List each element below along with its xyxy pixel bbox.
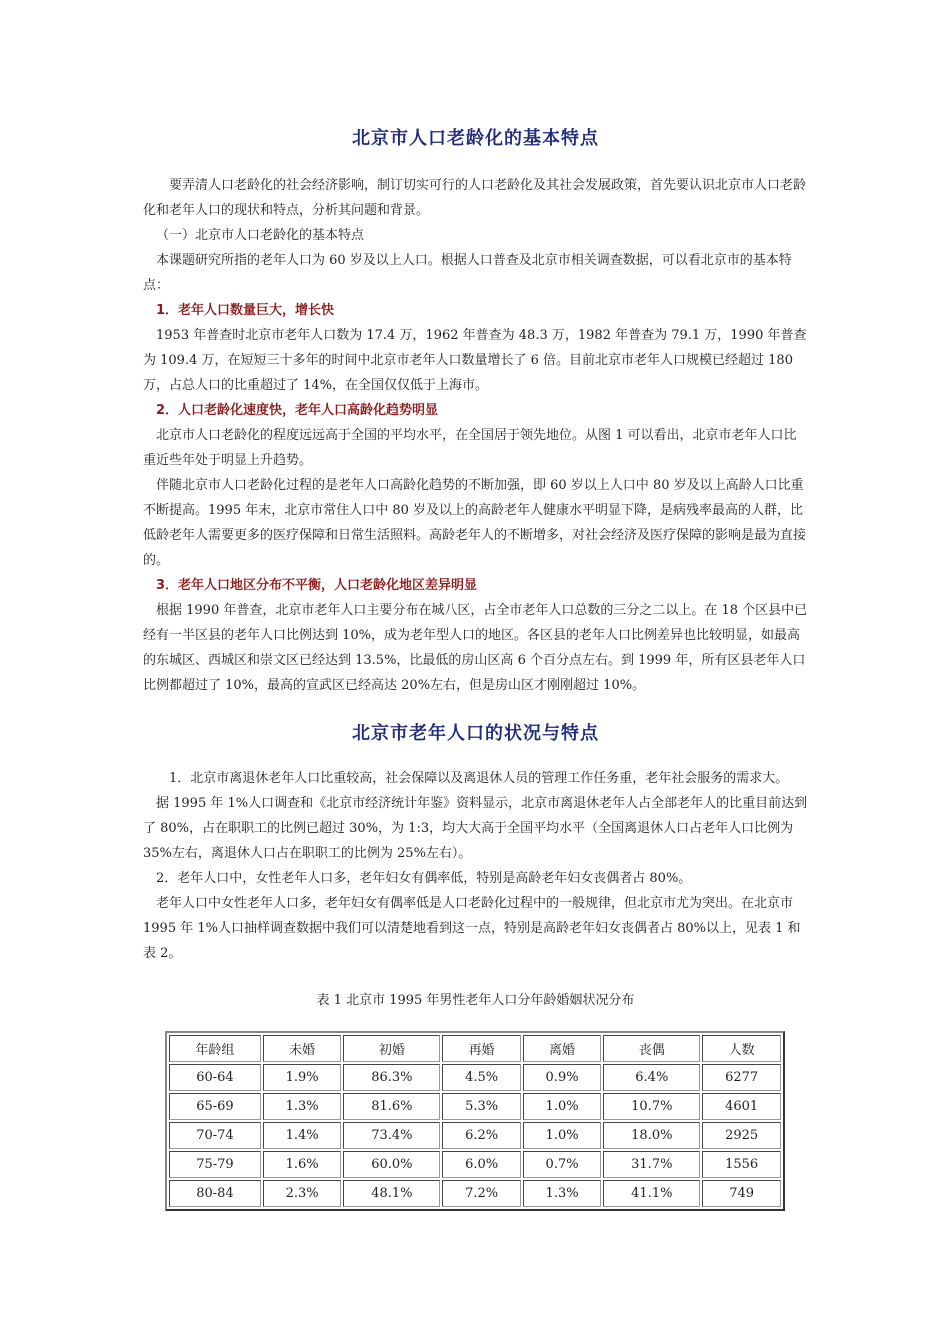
table-cell: 75-79: [169, 1151, 261, 1178]
table-header-cell: 初婚: [343, 1035, 440, 1062]
table-cell: 1.9%: [263, 1064, 341, 1091]
table-header-row: [169, 1035, 781, 1062]
table-cell: 749: [702, 1180, 781, 1207]
table-header-cell: 人数: [702, 1035, 781, 1062]
subheading-basic-features: （一）北京市人口老龄化的基本特点: [156, 228, 365, 243]
table-cell: 0.7%: [523, 1151, 601, 1178]
paragraph-point-2b: 伴随北京市人口老龄化过程的是老年人口高龄化趋势的不断加强，即 60 岁以上人口中 80 岁及以上高龄人口比重不断提高。1995 年末，北京市常住人口中 80 岁及以上的高龄老年人健康水平明显下降，是病残率最高的人群，比低龄老年人需要更多的医疗保障和日常生活照料。高龄老年人的不断增多，对社会经济及医疗保障的影响是最为直接的。: [143, 478, 807, 568]
table-cell: 1.3%: [523, 1180, 601, 1207]
table-cell: 10.7%: [603, 1093, 700, 1120]
paragraph-point-3: 根据 1990 年普查，北京市老年人口主要分布在城八区，占全市老年人口总数的三分之二以上。在 18 个区县中已经有一半区县的老年人口比例达到 10%，成为老年型人口的地区。各区县的老年人口比例差异也比较明显，如最高的东城区、西城区和崇文区已经达到 13.5%，比最低的房山区高 6 个百分点左右。到 1999 年，所有区县老年人口比例都超过了 10%，最高的宣武区已经高达 20%左右，但是房山区才刚刚超过 10%。: [143, 603, 808, 693]
table-cell: 6277: [702, 1064, 781, 1091]
table-header-cell: 丧偶: [603, 1035, 700, 1062]
paragraph-point-2a: 北京市人口老龄化的程度远远高于全国的平均水平，在全国居于领先地位。从图 1 可以看出，北京市老年人口比重近些年处于明显上升趋势。: [143, 428, 797, 468]
table-cell: 1.6%: [263, 1151, 341, 1178]
section-title-elderly-status: 北京市老年人口的状况与特点: [352, 723, 599, 744]
table-header-cell: 再婚: [442, 1035, 520, 1062]
intro-paragraph: 要弄清人口老龄化的社会经济影响，制订切实可行的人口老龄化及其社会发展政策，首先要认识北京市人口老龄化和老年人口的现状和特点，分析其问题和背景。: [143, 178, 807, 218]
table-cell: 86.3%: [343, 1064, 440, 1091]
table-cell: 80-84: [169, 1180, 261, 1207]
paragraph-retirees: 1．北京市离退休老年人口比重较高，社会保障以及离退休人员的管理工作任务重，老年社会服务的需求大。: [169, 771, 789, 786]
table-cell: 31.7%: [603, 1151, 700, 1178]
table-cell: 41.1%: [603, 1180, 700, 1207]
table-cell: 18.0%: [603, 1122, 700, 1149]
table-cell: 4.5%: [442, 1064, 520, 1091]
table-cell: 1556: [702, 1151, 781, 1178]
paragraph-retirees-detail: 据 1995 年 1%人口调查和《北京市经济统计年鉴》资料显示，北京市离退休老年人占全部老年人的比重目前达到了 80%，占在职职工的比例已超过 30%，为 1:3，均大大高于全国平均水平（全国离退休人口占老年人口比例为 35%左右，离退休人口占在职职工的比例为 25%左右）。: [143, 796, 808, 861]
table-cell: 48.1%: [343, 1180, 440, 1207]
table-header-cell: 离婚: [523, 1035, 601, 1062]
paragraph-female-detail: 老年人口中女性老年人口多，老年妇女有偶率低是人口老龄化过程中的一般规律，但北京市尤为突出。在北京市 1995 年 1%人口抽样调查数据中我们可以清楚地看到这一点，特别是高龄老年妇女丧偶者占 80%以上，见表 1 和表 2。: [143, 896, 801, 961]
table-cell: 65-69: [169, 1093, 261, 1120]
marital-status-table: [165, 1031, 785, 1211]
table-cell: 0.9%: [523, 1064, 601, 1091]
table-cell: 1.0%: [523, 1093, 601, 1120]
table-cell: 7.2%: [442, 1180, 520, 1207]
table-cell: 73.4%: [343, 1122, 440, 1149]
table-cell: 1.3%: [263, 1093, 341, 1120]
table-row: [169, 1064, 781, 1091]
table-cell: 5.3%: [442, 1093, 520, 1120]
table-row: [169, 1180, 781, 1207]
table-caption: 表 1 北京市 1995 年男性老年人口分年龄婚姻状况分布: [316, 993, 635, 1008]
table-cell: 60.0%: [343, 1151, 440, 1178]
table-cell: 6.4%: [603, 1064, 700, 1091]
table-cell: 1.0%: [523, 1122, 601, 1149]
table-cell: 81.6%: [343, 1093, 440, 1120]
table-cell: 4601: [702, 1093, 781, 1120]
table-cell: 70-74: [169, 1122, 261, 1149]
section-title-aging-features: 北京市人口老龄化的基本特点: [352, 128, 599, 149]
paragraph-female-elderly: 2．老年人口中，女性老年人口多，老年妇女有偶率低，特别是高龄老年妇女丧偶者占 80%。: [156, 871, 692, 886]
table-cell: 2.3%: [263, 1180, 341, 1207]
heading-point-3: 3．老年人口地区分布不平衡，人口老龄化地区差异明显: [156, 578, 478, 593]
table-header-cell: 未婚: [263, 1035, 341, 1062]
table-row: [169, 1122, 781, 1149]
table-cell: 1.4%: [263, 1122, 341, 1149]
definition-paragraph: 本课题研究所指的老年人口为 60 岁及以上人口。根据人口普查及北京市相关调查数据，可以看北京市的基本特点：: [143, 253, 792, 293]
heading-point-2: 2．人口老龄化速度快，老年人口高龄化趋势明显: [156, 403, 439, 418]
table-row: [169, 1151, 781, 1178]
table-cell: 6.0%: [442, 1151, 520, 1178]
table-cell: 6.2%: [442, 1122, 520, 1149]
heading-point-1: 1．老年人口数量巨大，增长快: [156, 303, 335, 318]
table-cell: 2925: [702, 1122, 781, 1149]
paragraph-point-1: 1953 年普查时北京市老年人口数为 17.4 万，1962 年普查为 48.3 万，1982 年普查为 79.1 万，1990 年普查为 109.4 万，在短短三十多年的时间中北京市老年人口数量增长了 6 倍。目前北京市老年人口规模已经超过 180 万，占总人口的比重超过了 14%，在全国仅仅低于上海市。: [143, 328, 807, 393]
table-header-cell: 年龄组: [169, 1035, 261, 1062]
table-row: [169, 1093, 781, 1120]
table-cell: 60-64: [169, 1064, 261, 1091]
